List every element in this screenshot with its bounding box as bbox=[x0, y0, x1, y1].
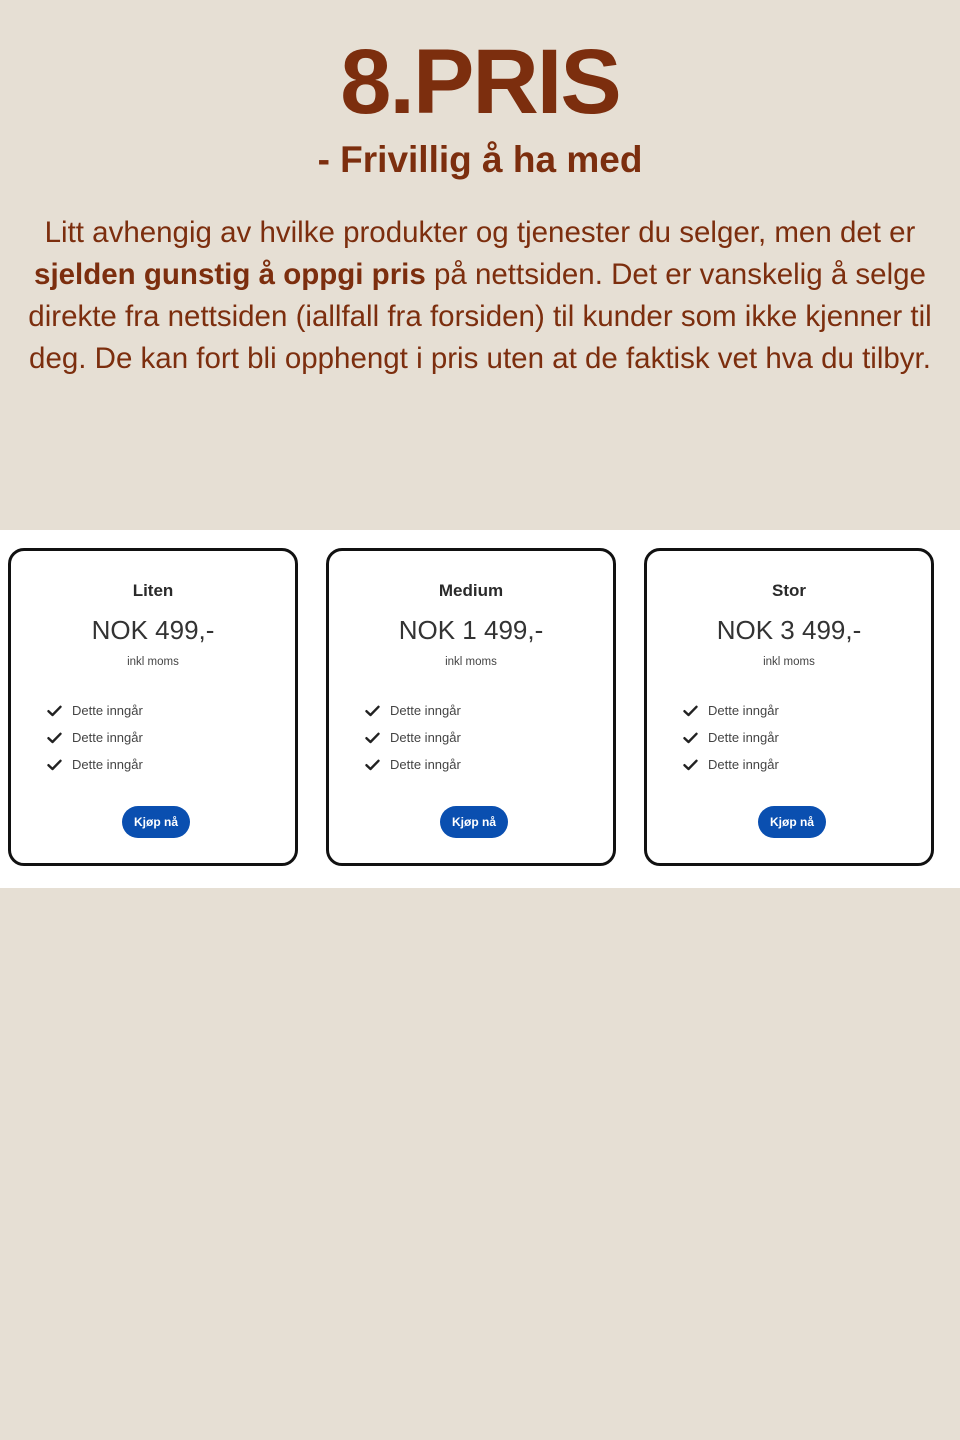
feature-item bbox=[47, 751, 143, 778]
pricing-card-stor bbox=[644, 548, 934, 866]
plan-name: Medium bbox=[438, 581, 504, 600]
check-icon bbox=[365, 759, 380, 771]
feature-label: Dette inngår bbox=[72, 757, 143, 772]
check-icon bbox=[47, 705, 62, 717]
feature-label: Dette inngår bbox=[390, 730, 461, 745]
check-icon bbox=[365, 705, 380, 717]
plan-vat-note: inkl moms bbox=[445, 656, 497, 668]
intro-paragraph bbox=[20, 212, 940, 380]
feature-label: Dette inngår bbox=[708, 703, 779, 718]
feature-label: Dette inngår bbox=[72, 730, 143, 745]
intro-text-start: Litt avhengig av hvilke produkter og tjenester du selger, men det er bbox=[44, 216, 916, 249]
plan-price: NOK 499,- bbox=[91, 615, 215, 645]
feature-item bbox=[683, 751, 779, 778]
intro-text-end: på nettsiden. Det er vanskelig å selge direkte fra nettsiden (iallfall fra forsiden) til kunder som ikke kjenner til deg. De kan fort bli opphengt i pris uten at de faktisk vet hva du tilbyr. bbox=[28, 258, 932, 375]
feature-label: Dette inngår bbox=[390, 757, 461, 772]
check-icon bbox=[365, 732, 380, 744]
feature-item bbox=[683, 697, 779, 724]
feature-item bbox=[365, 724, 461, 751]
feature-label: Dette inngår bbox=[72, 703, 143, 718]
plan-name: Stor bbox=[772, 581, 806, 600]
feature-item bbox=[47, 724, 143, 751]
check-icon bbox=[683, 759, 698, 771]
check-icon bbox=[47, 732, 62, 744]
feature-list bbox=[365, 697, 461, 778]
plan-price: NOK 3 499,- bbox=[716, 615, 862, 645]
feature-label: Dette inngår bbox=[390, 703, 461, 718]
feature-item bbox=[47, 697, 143, 724]
intro-emphasis: sjelden gunstig å oppgi pris bbox=[34, 258, 426, 291]
feature-list bbox=[683, 697, 779, 778]
check-icon bbox=[683, 705, 698, 717]
plan-name: Liten bbox=[132, 581, 174, 600]
pricing-card-liten bbox=[8, 548, 298, 866]
check-icon bbox=[683, 732, 698, 744]
feature-list bbox=[47, 697, 143, 778]
buy-button-liten[interactable]: Kjøp nå bbox=[122, 806, 190, 838]
plan-vat-note: inkl moms bbox=[127, 656, 179, 668]
feature-item bbox=[365, 697, 461, 724]
feature-label: Dette inngår bbox=[708, 757, 779, 772]
pricing-section bbox=[0, 530, 960, 888]
buy-button-medium[interactable]: Kjøp nå bbox=[440, 806, 508, 838]
check-icon bbox=[47, 759, 62, 771]
page-title: 8.PRIS bbox=[340, 31, 620, 133]
pricing-card-medium bbox=[326, 548, 616, 866]
plan-vat-note: inkl moms bbox=[763, 656, 815, 668]
plan-price: NOK 1 499,- bbox=[398, 615, 544, 645]
buy-button-stor[interactable]: Kjøp nå bbox=[758, 806, 826, 838]
feature-item bbox=[365, 751, 461, 778]
feature-item bbox=[683, 724, 779, 751]
page-subtitle: - Frivillig å ha med bbox=[317, 139, 643, 180]
feature-label: Dette inngår bbox=[708, 730, 779, 745]
